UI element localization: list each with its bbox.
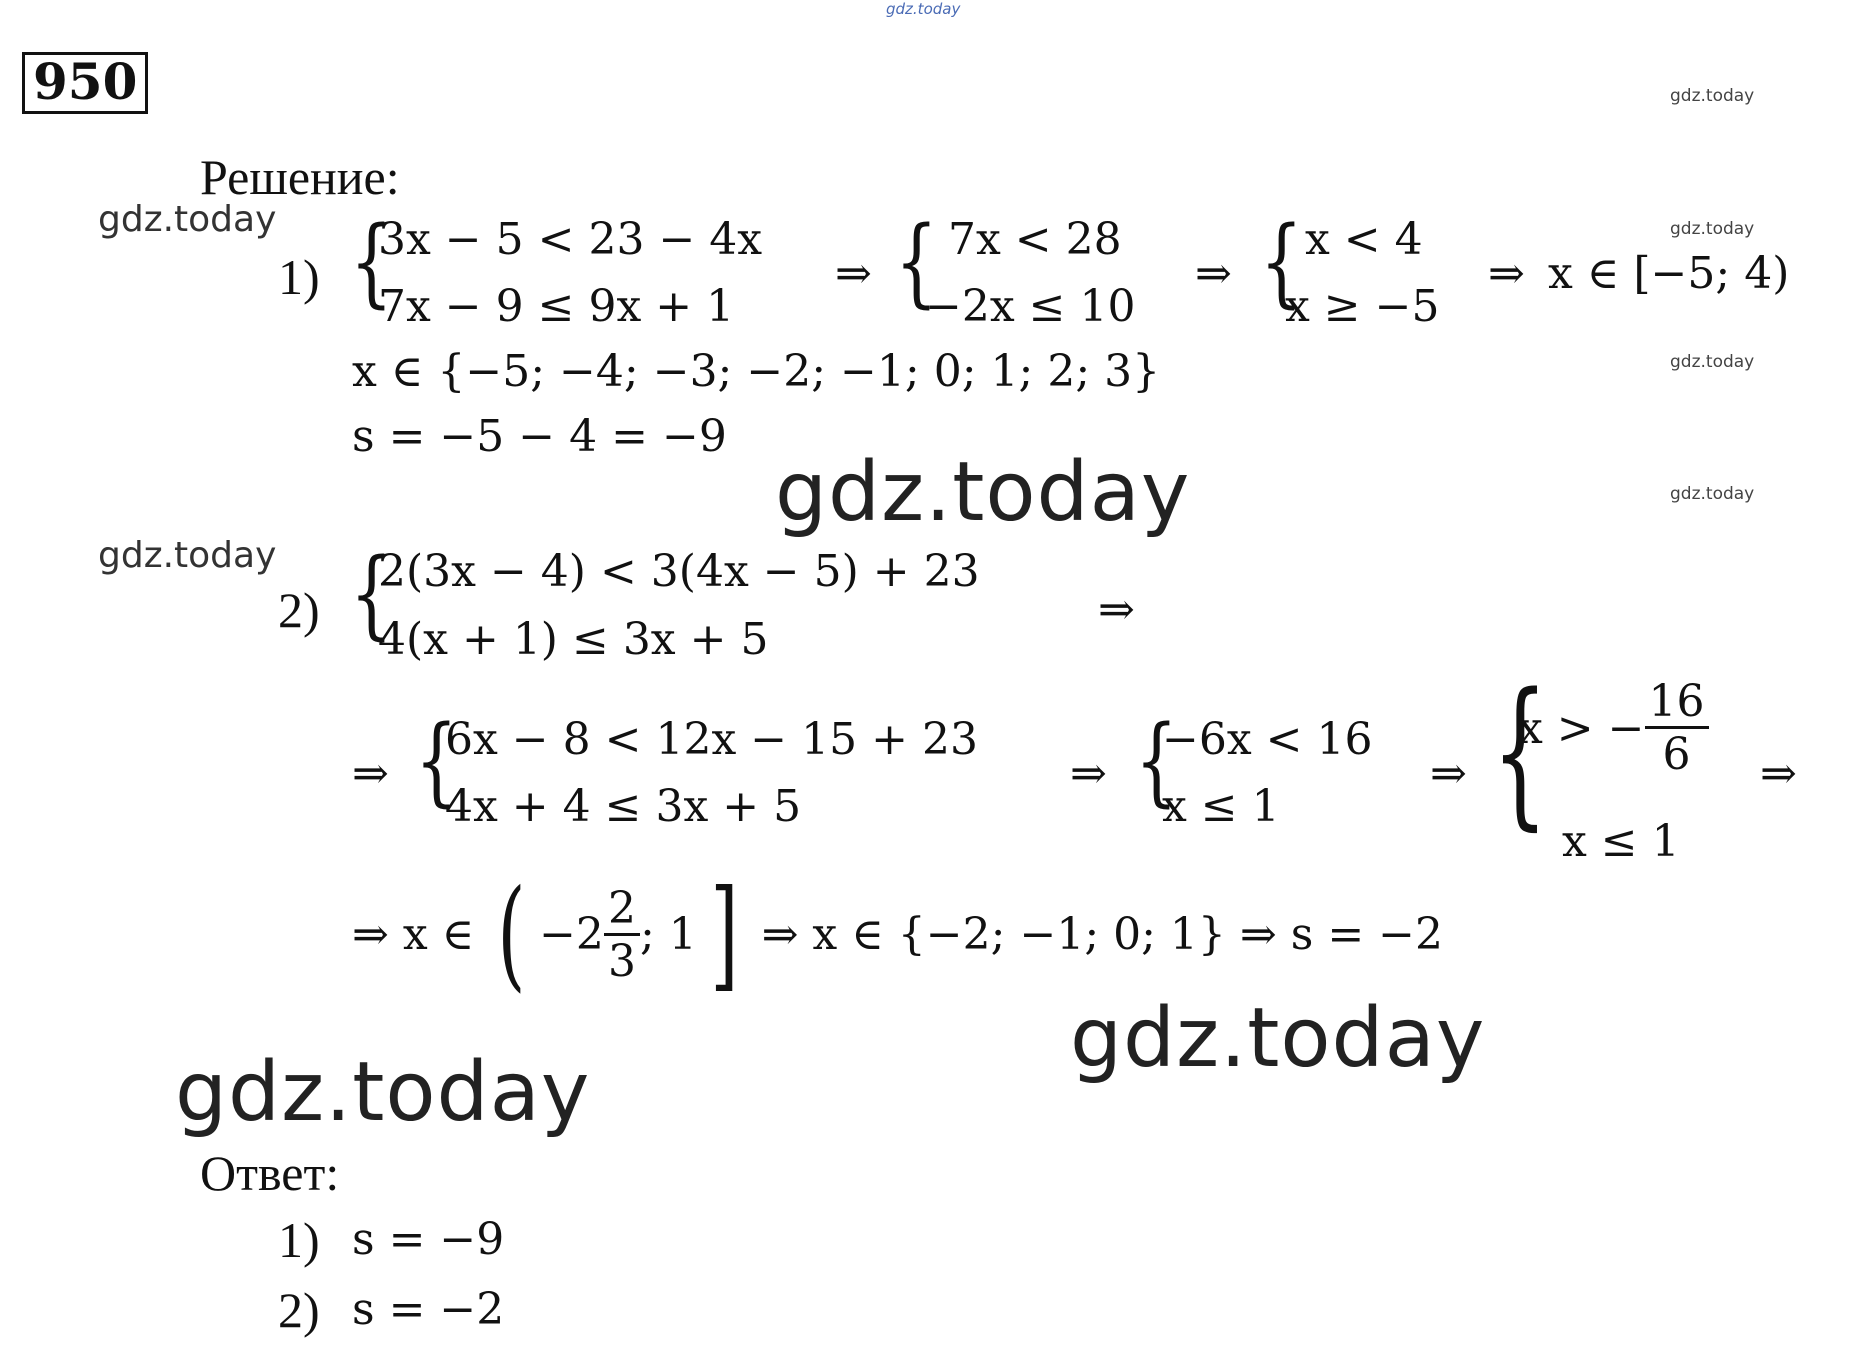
fraction-numerator: 2	[604, 887, 640, 936]
answer2-value: s = −2	[352, 1284, 505, 1335]
part1-set: x ∈ {−5; −4; −3; −2; −1; 0; 1; 2; 3}	[352, 346, 1161, 397]
system-brace: {	[350, 206, 393, 318]
interval-prefix: ⇒ x ∈	[352, 909, 475, 960]
right-bracket: ]	[710, 865, 739, 1004]
part1-sys2-row1: 7x < 28	[948, 214, 1122, 265]
fraction	[604, 882, 640, 987]
system-brace: {	[350, 538, 393, 650]
solution-label: Решение:	[200, 149, 400, 205]
implies-arrow: ⇒	[835, 248, 872, 299]
fraction	[1645, 676, 1709, 780]
implies-arrow: ⇒	[352, 748, 389, 799]
part2-sys1-row1: 2(3x − 4) < 3(4x − 5) + 23	[378, 546, 980, 597]
part1-sum: s = −5 − 4 = −9	[352, 411, 727, 462]
watermark-large: gdz.today	[1070, 991, 1486, 1086]
implies-arrow: ⇒	[1430, 748, 1467, 799]
watermark-small: gdz.today	[1670, 352, 1755, 372]
watermark-top: gdz.today	[886, 0, 961, 18]
problem-number: 950	[22, 52, 148, 114]
part2-label: 2)	[278, 582, 320, 638]
watermark-medium: gdz.today	[98, 199, 277, 240]
part2-sys3-row2: x ≤ 1	[1162, 781, 1280, 832]
system-brace: {	[895, 206, 938, 318]
answer1-value: s = −9	[352, 1214, 505, 1265]
watermark-small: gdz.today	[1670, 86, 1755, 106]
interval-right: ; 1	[639, 909, 697, 960]
part2-sys3-row1: −6x < 16	[1162, 714, 1373, 765]
implies-arrow: ⇒	[1760, 748, 1797, 799]
implies-arrow: ⇒	[1098, 584, 1135, 635]
part1-sys1-row1: 3x − 5 < 23 − 4x	[378, 214, 763, 265]
part1-sys3-row2: x ≥ −5	[1285, 281, 1440, 332]
watermark-large: gdz.today	[175, 1045, 591, 1140]
answer1-label: 1)	[278, 1212, 320, 1268]
part2-interval-line	[352, 865, 1444, 1004]
system-brace: {	[1135, 705, 1178, 817]
answer2-label: 2)	[278, 1282, 320, 1338]
part1-sys1-row2: 7x − 9 ≤ 9x + 1	[378, 281, 735, 332]
part2-sys2-row1: 6x − 8 < 12x − 15 + 23	[445, 714, 978, 765]
part1-label: 1)	[278, 249, 320, 305]
system-brace: {	[415, 705, 458, 817]
answer-label: Ответ:	[200, 1145, 340, 1201]
watermark-small: gdz.today	[1670, 484, 1755, 504]
watermark-small: gdz.today	[1670, 219, 1755, 239]
fraction-denominator: 3	[607, 935, 636, 987]
part2-sys4-row1	[1518, 676, 1709, 780]
watermark-medium: gdz.today	[98, 535, 277, 576]
implies-arrow: ⇒	[1488, 248, 1525, 299]
part1-sys3-row1: x < 4	[1305, 214, 1423, 265]
part2-sys4-row2: x ≤ 1	[1562, 816, 1680, 867]
implies-arrow: ⇒	[1070, 748, 1107, 799]
implies-arrow: ⇒	[1195, 248, 1232, 299]
left-paren: (	[497, 865, 526, 1004]
interval-tail: ⇒ x ∈ {−2; −1; 0; 1} ⇒ s = −2	[761, 909, 1444, 960]
system-brace: {	[1492, 658, 1548, 845]
part2-sys1-row2: 4(x + 1) ≤ 3x + 5	[378, 614, 769, 665]
part1-sys2-row2: −2x ≤ 10	[925, 281, 1136, 332]
fraction-numerator: 16	[1645, 680, 1709, 729]
part1-result: x ∈ [−5; 4)	[1548, 248, 1790, 299]
watermark-large: gdz.today	[775, 445, 1191, 540]
system-brace: {	[1260, 206, 1303, 318]
interval-left: −2	[539, 909, 604, 960]
part2-sys2-row2: 4x + 4 ≤ 3x + 5	[445, 781, 802, 832]
part2-sys4-row1-left: x > −	[1518, 702, 1645, 754]
fraction-denominator: 6	[1662, 729, 1691, 780]
